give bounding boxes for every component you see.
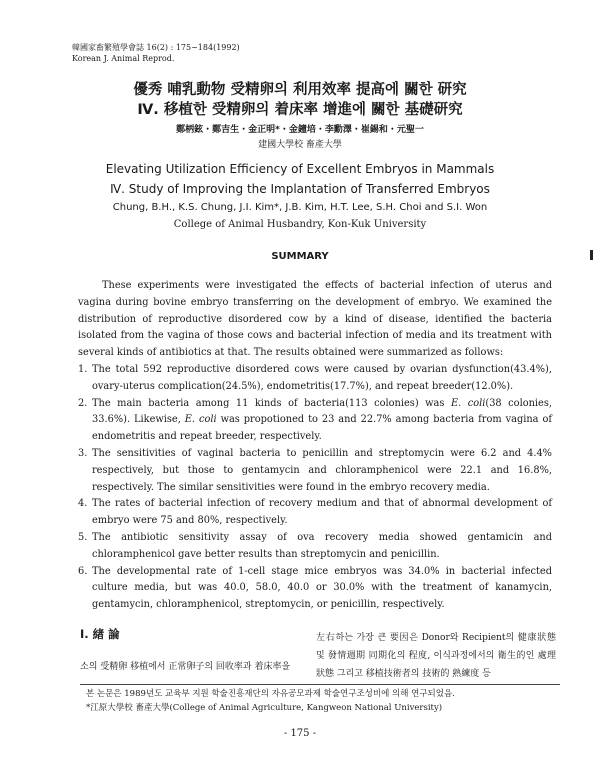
species-name: E. coli <box>184 414 217 426</box>
item-text-mid: (38 colonies, 33.6%). Likewise, <box>92 397 552 426</box>
english-authors: Chung, B.H., K.S. Chung, J.I. Kim*, J.B. Kim, H.T. Lee, S.H. Choi and S.I. Won <box>112 202 488 213</box>
introduction-right-column: 左右하는 가장 큰 要因은 Donor와 Recipient의 健康狀態 및 發情週期 同期化의 程度, 이식과정에서의 衛生的인 處理狀態 그리고 移植技術者의 技術的 熟練度 등 <box>316 633 556 679</box>
item-text: The developmental rate of 1-cell stage mice embryos was 34.0% in bacterial infected culture media, but was 40.0, 58.0, 40.0 or 30.0% with the treatment of kanamycin, gentamycin, chloramphenicol, streptomycin, or penicillin, respectively. <box>92 565 552 611</box>
summary-heading: SUMMARY <box>271 251 329 262</box>
item-number: 2. <box>78 397 88 409</box>
journal-citation <box>72 42 240 64</box>
summary-item-6 <box>78 564 552 614</box>
summary-item-5 <box>78 530 552 564</box>
korean-title-line1: 優秀 哺乳動物 受精卵의 利用效率 提高에 關한 研究 <box>133 82 467 98</box>
section-heading-introduction: Ⅰ. 緖 論 <box>80 627 120 641</box>
item-number: 4. <box>78 498 88 510</box>
korean-affiliation: 建國大學校 畜產大學 <box>258 140 342 150</box>
item-number: 6. <box>78 565 88 577</box>
summary-item-2 <box>78 396 552 446</box>
item-text: The antibiotic sensitivity assay of ova recovery media showed gentamicin and chloramphenicol gave better results than streptomycin and penicillin. <box>92 531 552 560</box>
page-number: - 175 - <box>283 728 317 739</box>
summary-results-list <box>78 362 552 614</box>
summary-intro: These experiments were investigated the effects of bacterial infection of uterus and vagina during bovine embryo transferring on the development of embryo. We examined the distribution of reproductive disordered cow by a kind of disease, identified the bacteria isolated from the vagina of those cows and bacterial infection of media and its treatment with several kinds of antibiotics at that. The results obtained were summarized as follows: <box>78 280 552 359</box>
footnote-divider <box>80 684 560 685</box>
item-number: 5. <box>78 531 88 543</box>
english-title-line2: Ⅳ. Study of Improving the Implantation of Transferred Embryos <box>110 182 490 196</box>
english-title-line1: Elevating Utilization Efficiency of Excellent Embryos in Mammals <box>105 162 495 176</box>
species-name: E. coli <box>450 397 486 409</box>
item-number: 3. <box>78 447 88 459</box>
item-text-pre: The main bacteria among 11 kinds of bacteria(113 colonies) was <box>92 397 451 409</box>
item-text: The rates of bacterial infection of recovery medium and that of abnormal development of embryo were 75 and 80%, respectively. <box>92 498 552 527</box>
english-affiliation: College of Animal Husbandry, Kon-Kuk University <box>173 219 427 230</box>
affiliation-footnote: *江原大學校 畜產大學(College of Animal Agriculture, Kangweon National University) <box>86 703 443 713</box>
journal-citation-korean: 韓國家畜繁殖學會誌 16(2) : 175~184(1992) <box>72 43 240 52</box>
korean-authors: 鄭柄鉉・鄭吉生・金正明*・金鐘培・李勳澤・崔錫和・元聖一 <box>176 125 424 135</box>
summary-item-4 <box>78 496 552 530</box>
korean-title-line2: Ⅳ. 移植한 受精卵의 着床率 增進에 關한 基礎研究 <box>137 102 463 118</box>
summary-item-1 <box>78 362 552 396</box>
item-text-post: was propotioned to 23 and 22.7% among bacteria from vagina of endometritis and repeat breeder, respectively. <box>92 414 552 443</box>
introduction-left-column: 소의 受精卵 移植에서 正常卵子의 回收率과 着床率을 <box>80 662 291 672</box>
journal-citation-english: Korean J. Animal Reprod. <box>72 54 175 63</box>
item-text: The total 592 reproductive disordered cows were caused by ovarian dysfunction(43.4%), ovary-uterus complication(24.5%), endometritis(17.7%), and repeat breeder(12.0%). <box>92 363 552 392</box>
funding-footnote: 본 논문은 1989년도 교육부 지원 학술진흥재단의 자유공모과제 학술연구조성비에 의해 연구되었음. <box>86 689 455 699</box>
item-text: The sensitivities of vaginal bacteria to penicillin and streptomycin were 6.2 and 4.4% respectively, but those to gentamycin and chloramphenicol were 22.1 and 16.8%, respectively. The similar sensitivities were found in the embryo recovery media. <box>92 447 552 493</box>
item-number: 1. <box>78 363 88 375</box>
summary-body <box>78 278 552 614</box>
summary-item-3 <box>78 446 552 496</box>
